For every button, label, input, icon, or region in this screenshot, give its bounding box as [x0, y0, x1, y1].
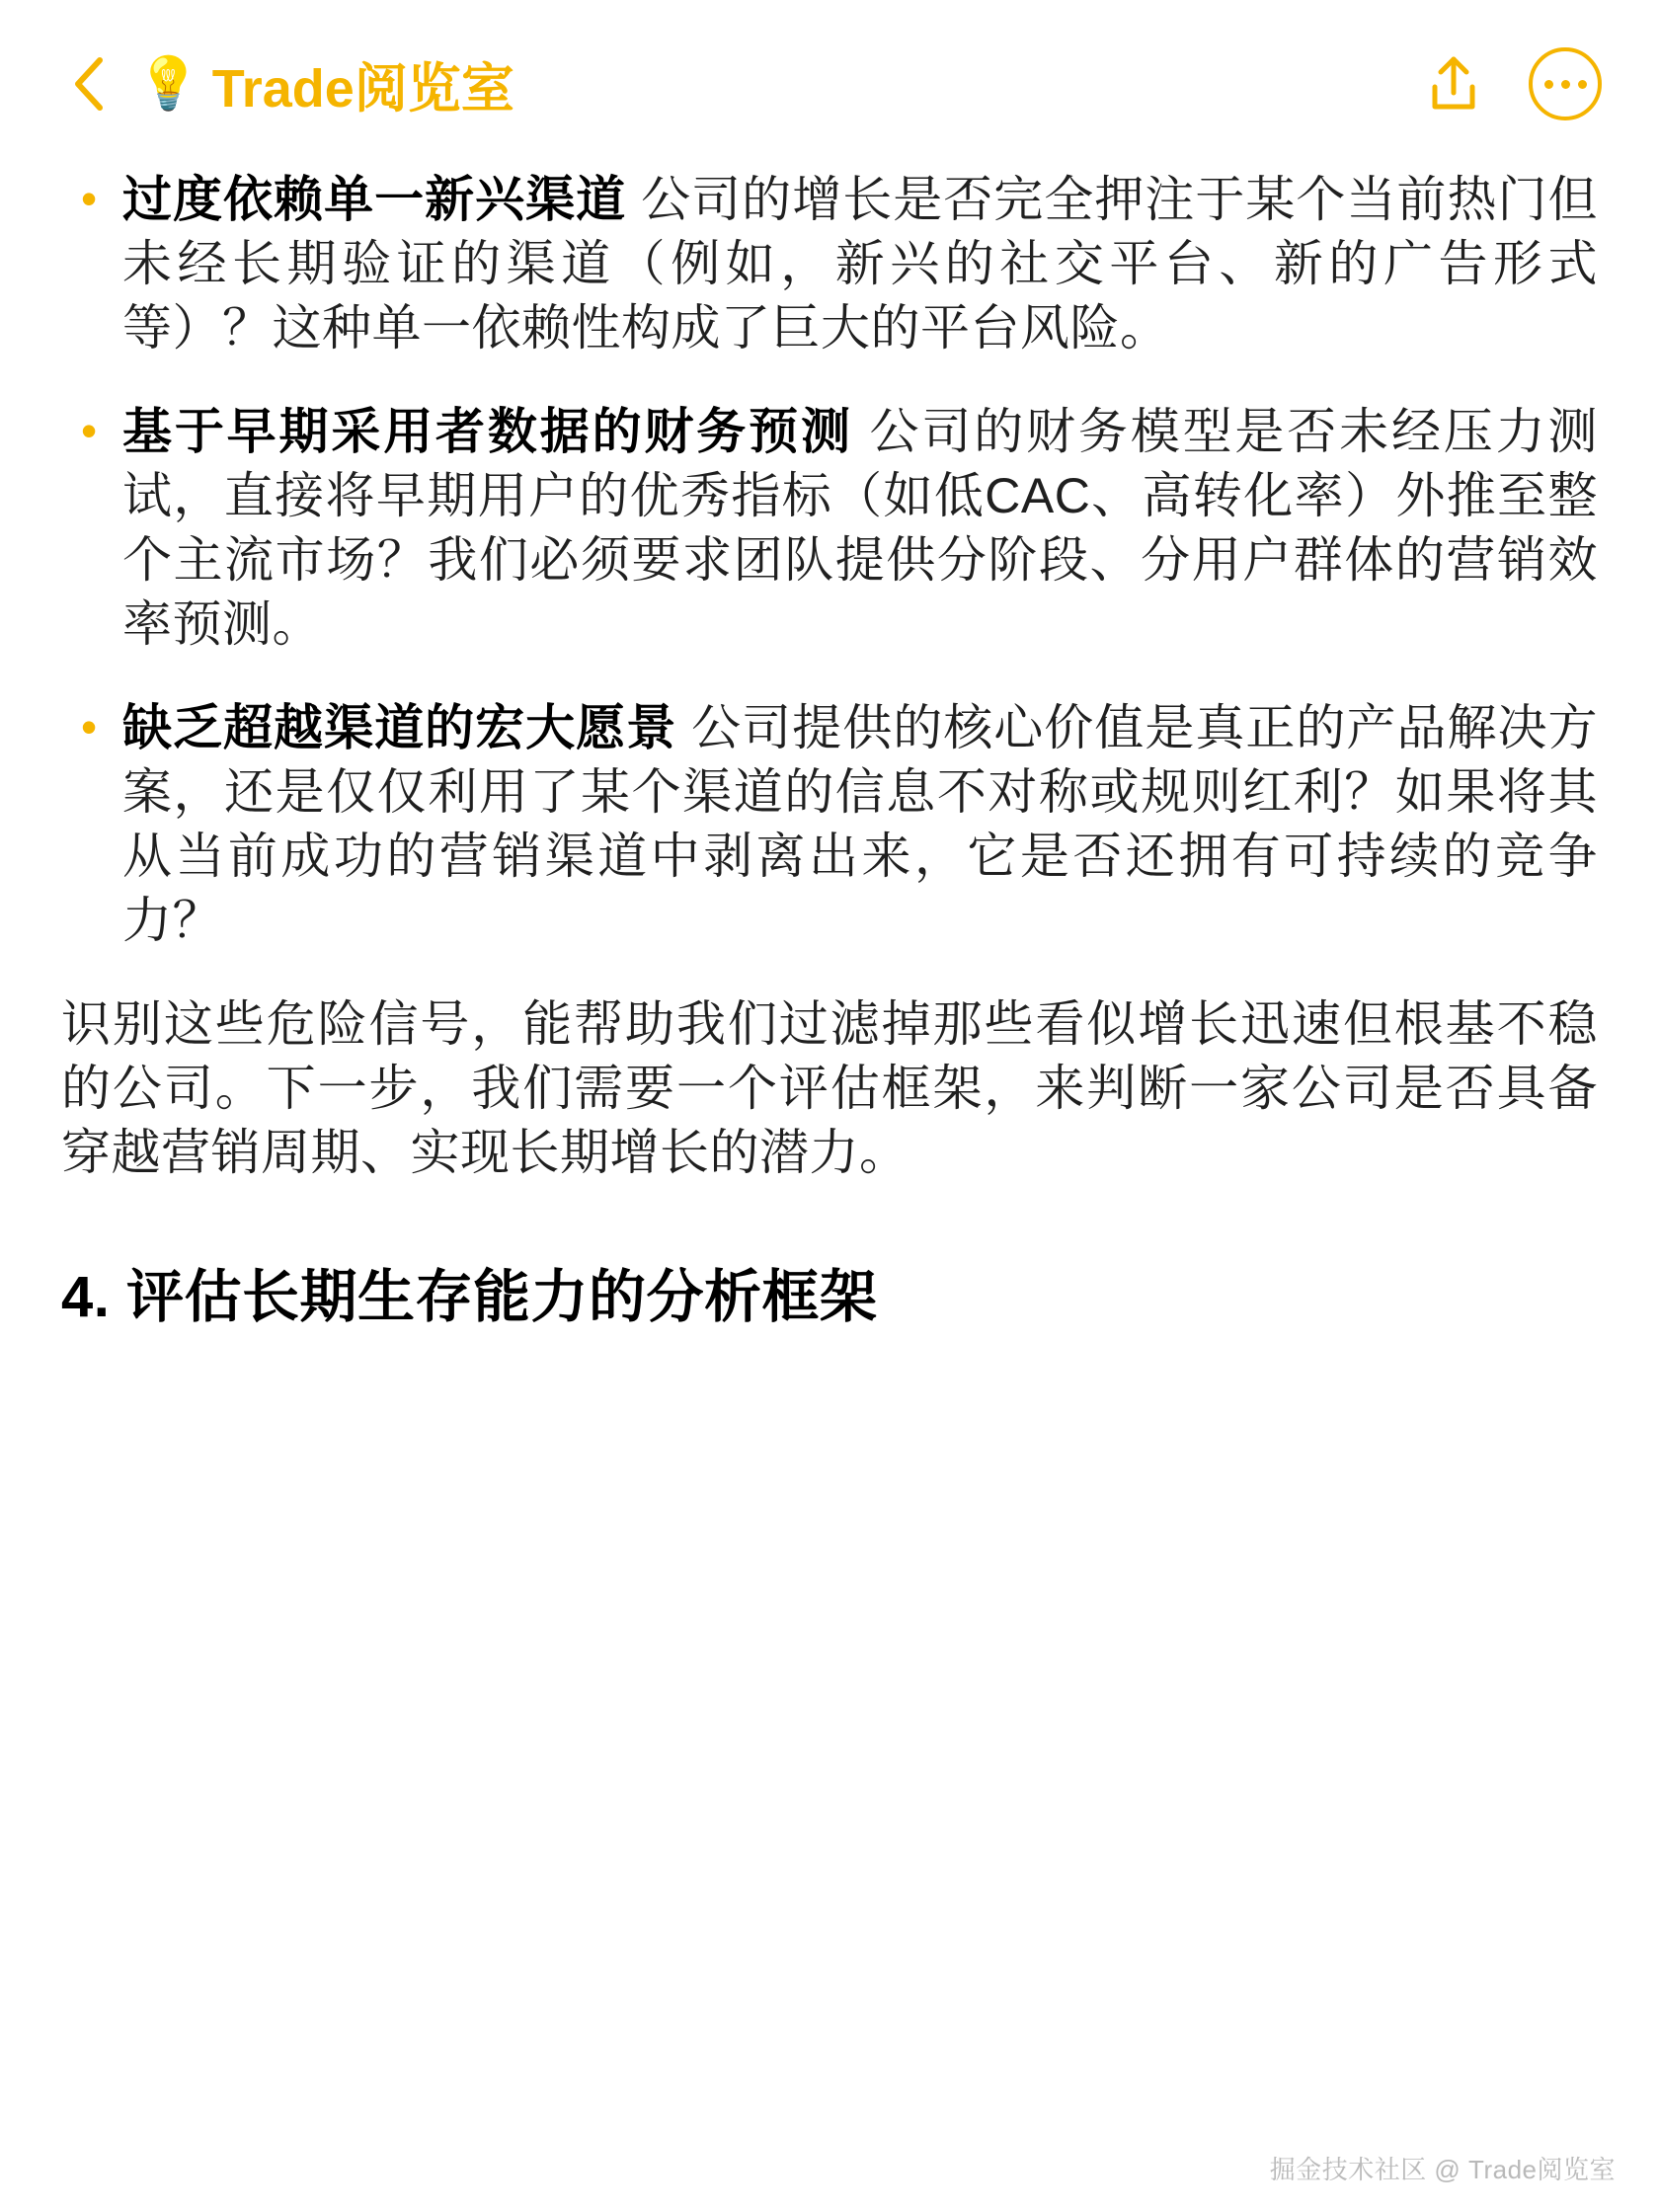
risk-signal-list — [61, 168, 1598, 953]
more-options-icon[interactable] — [1529, 47, 1602, 120]
list-item-body: 公司的增长是否完全押注于某个当前热门但未经长期验证的渠道（例如，新兴的社交平台、新的广告形式等）？这种单一依赖性构成了巨大的平台风险。 — [122, 172, 1598, 356]
list-item-body: 公司的财务模型是否未经压力测试，直接将早期用户的优秀指标（如低CAC、高转化率）外推至整个主流市场？我们必须要求团队提供分阶段、分用户群体的营销效率预测。 — [122, 404, 1598, 652]
section-heading: 4. 评估长期生存能力的分析框架 — [61, 1265, 878, 1329]
watermark: 掘金技术社区 @ Trade阅览室 — [1269, 2155, 1616, 2184]
list-item-lead: 过度依赖单一新兴渠道 — [122, 172, 627, 227]
header-actions — [1418, 47, 1602, 120]
page-title: Trade阅览室 — [211, 58, 514, 118]
app-title-group — [136, 46, 1418, 122]
app-header — [0, 0, 1659, 168]
back-icon[interactable] — [65, 53, 111, 115]
list-item-text — [122, 168, 1598, 360]
article-content — [0, 168, 1659, 1333]
list-item-lead: 缺乏超越渠道的宏大愿景 — [122, 700, 677, 755]
closing-paragraph: 识别这些危险信号，能帮助我们过滤掉那些看似增长迅速但根基不稳的公司。下一步，我们需要一个评估框架，来判断一家公司是否具备穿越营销周期、实现长期增长的潜力。 — [61, 996, 1598, 1180]
list-item — [61, 696, 1598, 953]
share-upload-icon[interactable] — [1418, 48, 1489, 119]
list-item-body: 公司提供的核心价值是真正的产品解决方案，还是仅仅利用了某个渠道的信息不对称或规则红利？如果将其从当前成功的营销渠道中剥离出来，它是否还拥有可持续的竞争力？ — [122, 700, 1598, 948]
list-item — [61, 400, 1598, 657]
list-item-lead: 基于早期采用者数据的财务预测 — [122, 404, 853, 459]
lightbulb-icon: 💡 — [136, 55, 200, 113]
ellipsis-dots — [1544, 80, 1587, 89]
list-item — [61, 168, 1598, 360]
list-item-text — [122, 400, 1598, 657]
list-item-text — [122, 696, 1598, 953]
